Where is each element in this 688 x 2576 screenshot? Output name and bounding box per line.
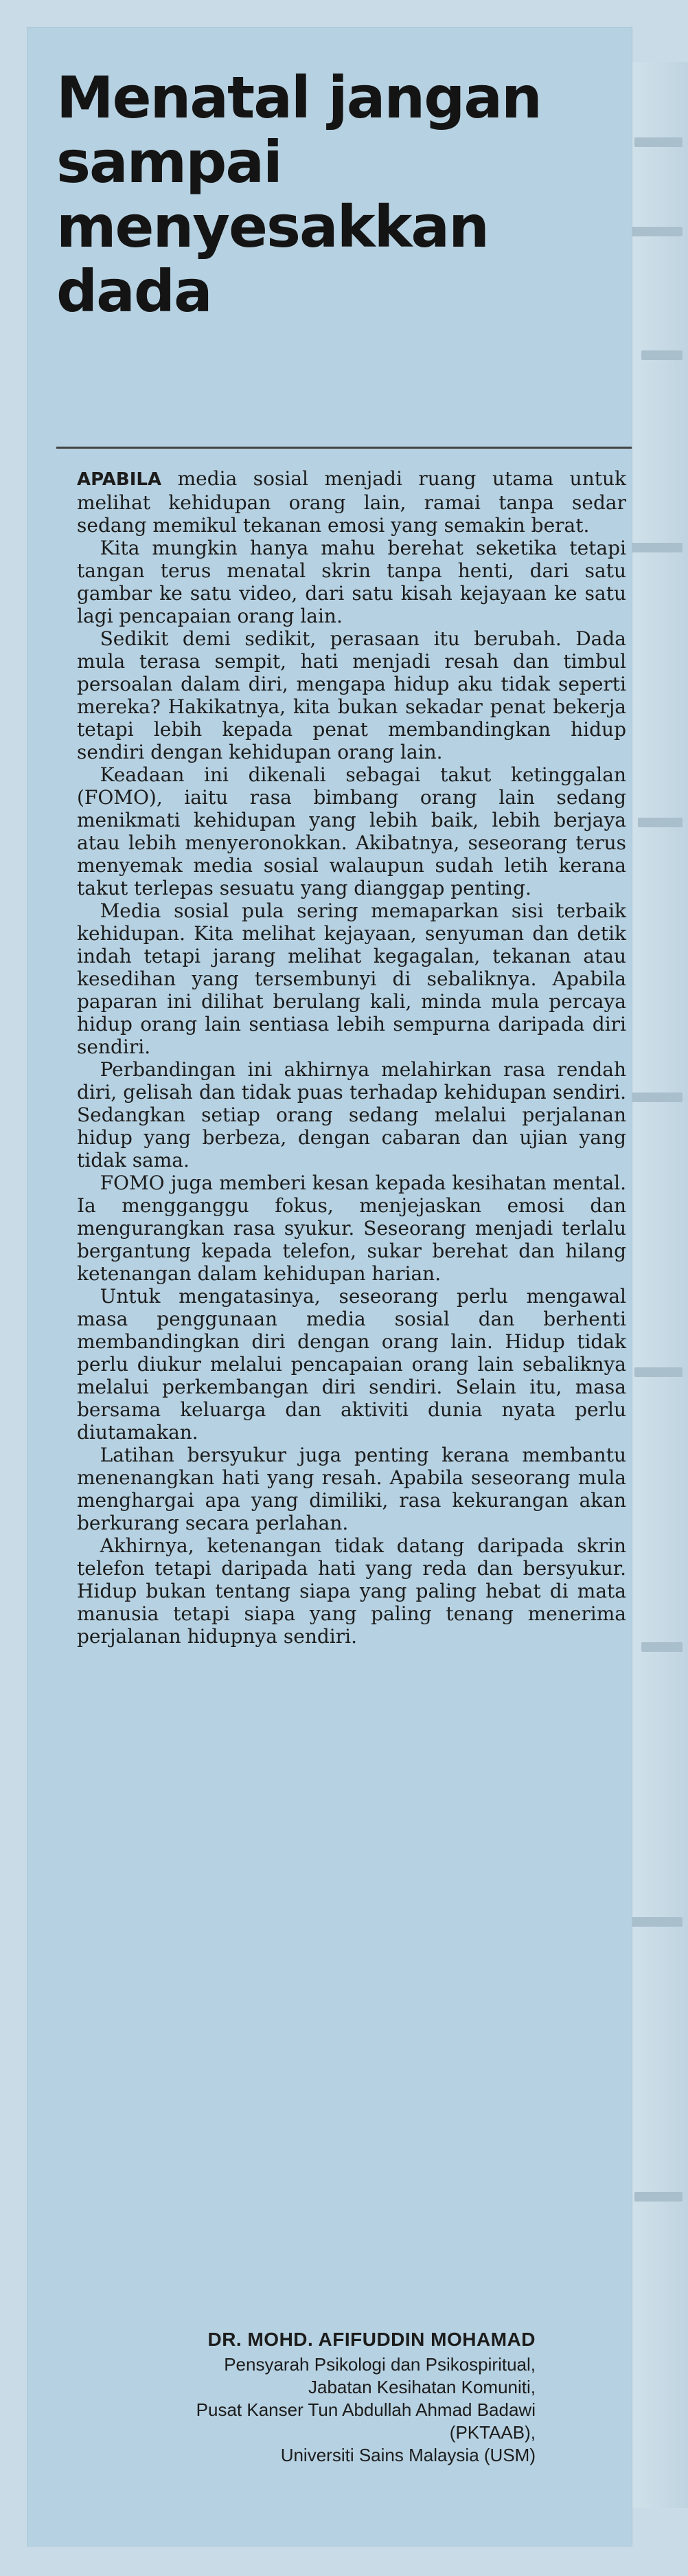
paragraph-2: Sedikit demi sedikit, perasaan itu berubah. Dada mula terasa sempit, hati menjadi resah dan timbul persoalan dalam diri, mengapa hidup aku tidak seperti mereka? Hakikatnya, kita bukan sekadar penat bekerja tetapi lebih kepada penat membandingkan hidup sendiri dengan kehidupan orang lain. <box>77 627 626 763</box>
headline-rule <box>56 447 632 449</box>
author-name: DR. MOHD. AFIFUDDIN MOHAMAD <box>207 2329 536 2350</box>
author-line: Pusat Kanser Tun Abdullah Ahmad Badawi <box>196 2399 536 2420</box>
paragraph-9: Akhirnya, ketenangan tidak datang daripada skrin telefon tetapi daripada hati yang reda dan bersyukur. Hidup bukan tentang siapa yang paling hebat di mata manusia tetapi siapa yang paling tenang menerima perjalanan hidupnya sendiri. <box>77 1534 626 1648</box>
lead-paragraph <box>77 467 626 537</box>
paragraph-4: Media sosial pula sering memaparkan sisi terbaik kehidupan. Kita melihat kejayaan, senyuman dan detik indah tetapi jarang melihat kegagalan, tekanan atau kesedihan yang tersembunyi di sebaliknya. Apabila paparan ini dilihat berulang kali, minda mula percaya hidup orang lain sentiasa lebih sempurna daripada diri sendiri. <box>77 899 626 1058</box>
article-body <box>77 467 626 1648</box>
author-line: (PKTAAB), <box>449 2422 536 2443</box>
paragraph-1: Kita mungkin hanya mahu berehat seketika tetapi tangan terus menatal skrin tanpa henti, dari satu gambar ke satu video, dari satu kisah kejayaan ke satu lagi pencapaian orang lain. <box>77 537 626 627</box>
newspaper-clipping <box>27 27 632 2546</box>
paragraph-7: Untuk mengatasinya, seseorang perlu mengawal masa penggunaan media sosial dan berhenti membandingkan diri dengan orang lain. Hidup tidak perlu diukur melalui pencapaian orang lain sebaliknya melalui perkembangan diri sendiri. Selain itu, masa bersama keluarga dan aktiviti dunia nyata perlu diutamakan. <box>77 1285 626 1444</box>
adjacent-column-bleed <box>623 62 688 2508</box>
author-line: Jabatan Kesihatan Komuniti, <box>308 2377 536 2397</box>
author-line: Universiti Sains Malaysia (USM) <box>280 2445 536 2465</box>
author-line: Pensyarah Psikologi dan Psikospiritual, <box>224 2354 536 2375</box>
paragraph-5: Perbandingan ini akhirnya melahirkan rasa rendah diri, gelisah dan tidak puas terhadap kehidupan sendiri. Sedangkan setiap orang sedang melalui perjalanan hidup yang berbeza, dengan cabaran dan ujian yang tidak sama. <box>77 1058 626 1172</box>
paragraph-6: FOMO juga memberi kesan kepada kesihatan mental. Ia mengganggu fokus, menjejaskan emosi dan mengurangkan rasa syukur. Seseorang menjadi terlalu bergantung kepada telefon, sukar berehat dan hilang ketenangan dalam kehidupan harian. <box>77 1172 626 1285</box>
lead-word: APABILA <box>77 469 162 490</box>
lead-text: media sosial menjadi ruang utama untuk melihat kehidupan orang lain, ramai tanpa sedar sedang memikul tekanan emosi yang semakin berat. <box>77 467 626 537</box>
author-signature <box>14 2326 536 2467</box>
article-headline: Menatal jangan sampai menyesakkan dada <box>56 64 541 325</box>
paragraph-8: Latihan bersyukur juga penting kerana membantu menenangkan hati yang resah. Apabila seseorang mula menghargai apa yang dimiliki, rasa kekurangan akan berkurang secara perlahan. <box>77 1444 626 1534</box>
paragraph-3: Keadaan ini dikenali sebagai takut ketinggalan (FOMO), iaitu rasa bimbang orang lain sedang menikmati kehidupan yang lebih baik, lebih berjaya atau lebih menyeronokkan. Akibatnya, seseorang terus menyemak media sosial walaupun sudah letih kerana takut terlepas sesuatu yang dianggap penting. <box>77 763 626 899</box>
